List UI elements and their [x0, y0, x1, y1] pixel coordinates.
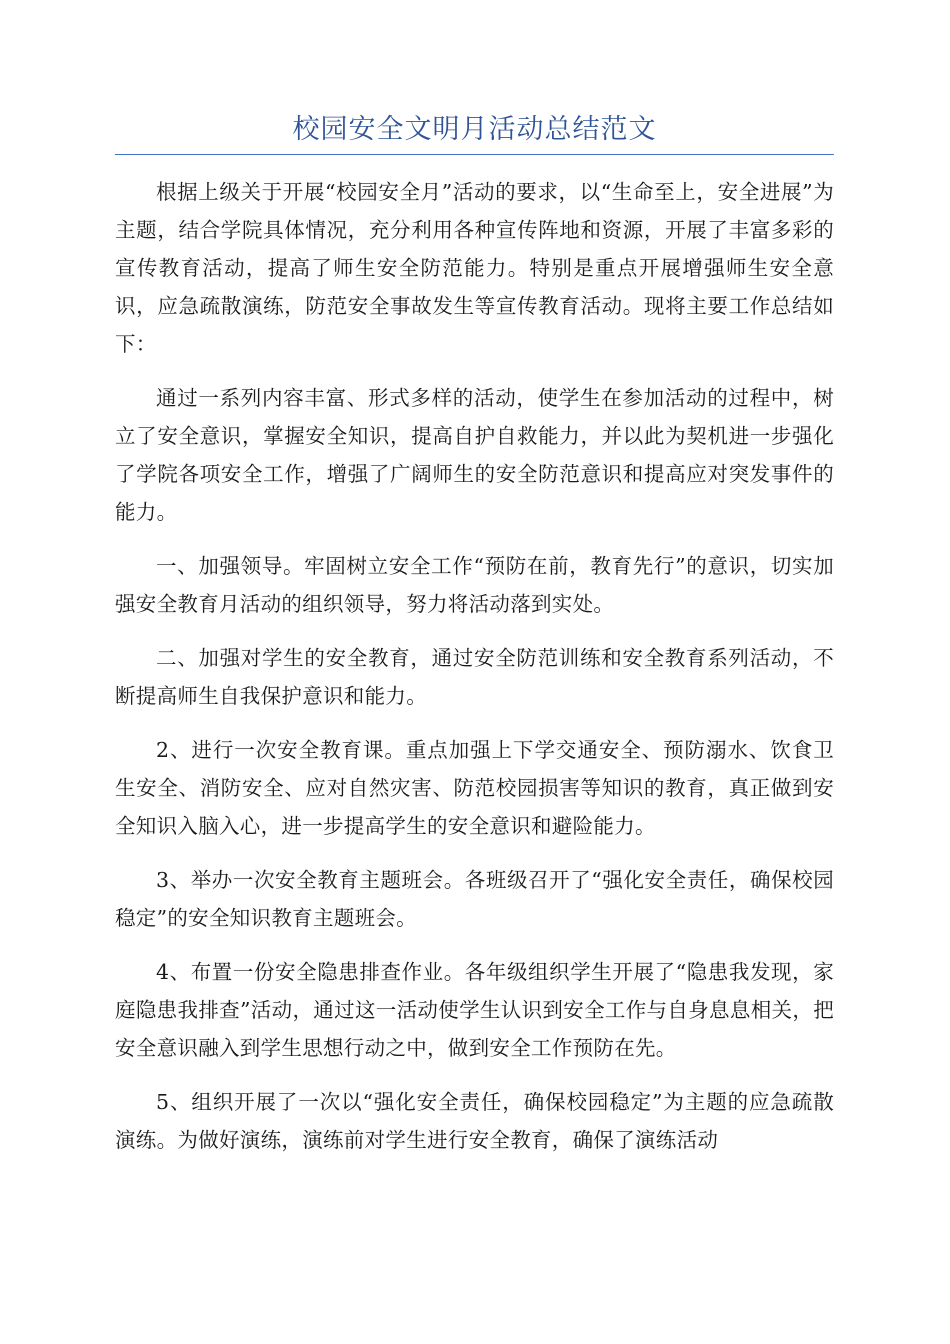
paragraph-item-3: 3、举办一次安全教育主题班会。各班级召开了“强化安全责任，确保校园稳定”的安全知识教育主题班会。 — [115, 868, 834, 930]
paragraph-intro: 根据上级关于开展“校园安全月”活动的要求，以“生命至上，安全进展”为主题，结合学院具体情况，充分利用各种宣传阵地和资源，开展了丰富多彩的宣传教育活动，提高了师生安全防范能力。特别是重点开展增强师生安全意识，应急疏散演练，防范安全事故发生等宣传教育活动。现将主要工作总结如下： — [115, 180, 834, 356]
document-title: 校园安全文明月活动总结范文 — [292, 114, 657, 145]
paragraph-item-5: 5、组织开展了一次以“强化安全责任，确保校园稳定”为主题的应急疏散演练。为做好演练，演练前对学生进行安全教育，确保了演练活动 — [115, 1090, 834, 1152]
document-page — [115, 110, 834, 1175]
paragraph-item-2: 2、进行一次安全教育课。重点加强上下学交通安全、预防溺水、饮食卫生安全、消防安全、应对自然灾害、防范校园损害等知识的教育，真正做到安全知识入脑入心，进一步提高学生的安全意识和避险能力。 — [115, 738, 834, 838]
paragraph-overview: 通过一系列内容丰富、形式多样的活动，使学生在参加活动的过程中，树立了安全意识，掌握安全知识，提高自护自救能力，并以此为契机进一步强化了学院各项安全工作，增强了广阔师生的安全防范意识和提高应对突发事件的能力。 — [115, 386, 834, 524]
paragraph-item-4: 4、布置一份安全隐患排查作业。各年级组织学生开展了“隐患我发现，家庭隐患我排查”活动，通过这一活动使学生认识到安全工作与自身息息相关，把安全意识融入到学生思想行动之中，做到安全工作预防在先。 — [115, 960, 834, 1060]
paragraph-section-2: 二、加强对学生的安全教育，通过安全防范训练和安全教育系列活动，不断提高师生自我保护意识和能力。 — [115, 646, 834, 708]
paragraph-section-1: 一、加强领导。牢固树立安全工作“预防在前，教育先行”的意识，切实加强安全教育月活动的组织领导，努力将活动落到实处。 — [115, 554, 834, 616]
title-underline — [115, 154, 834, 155]
